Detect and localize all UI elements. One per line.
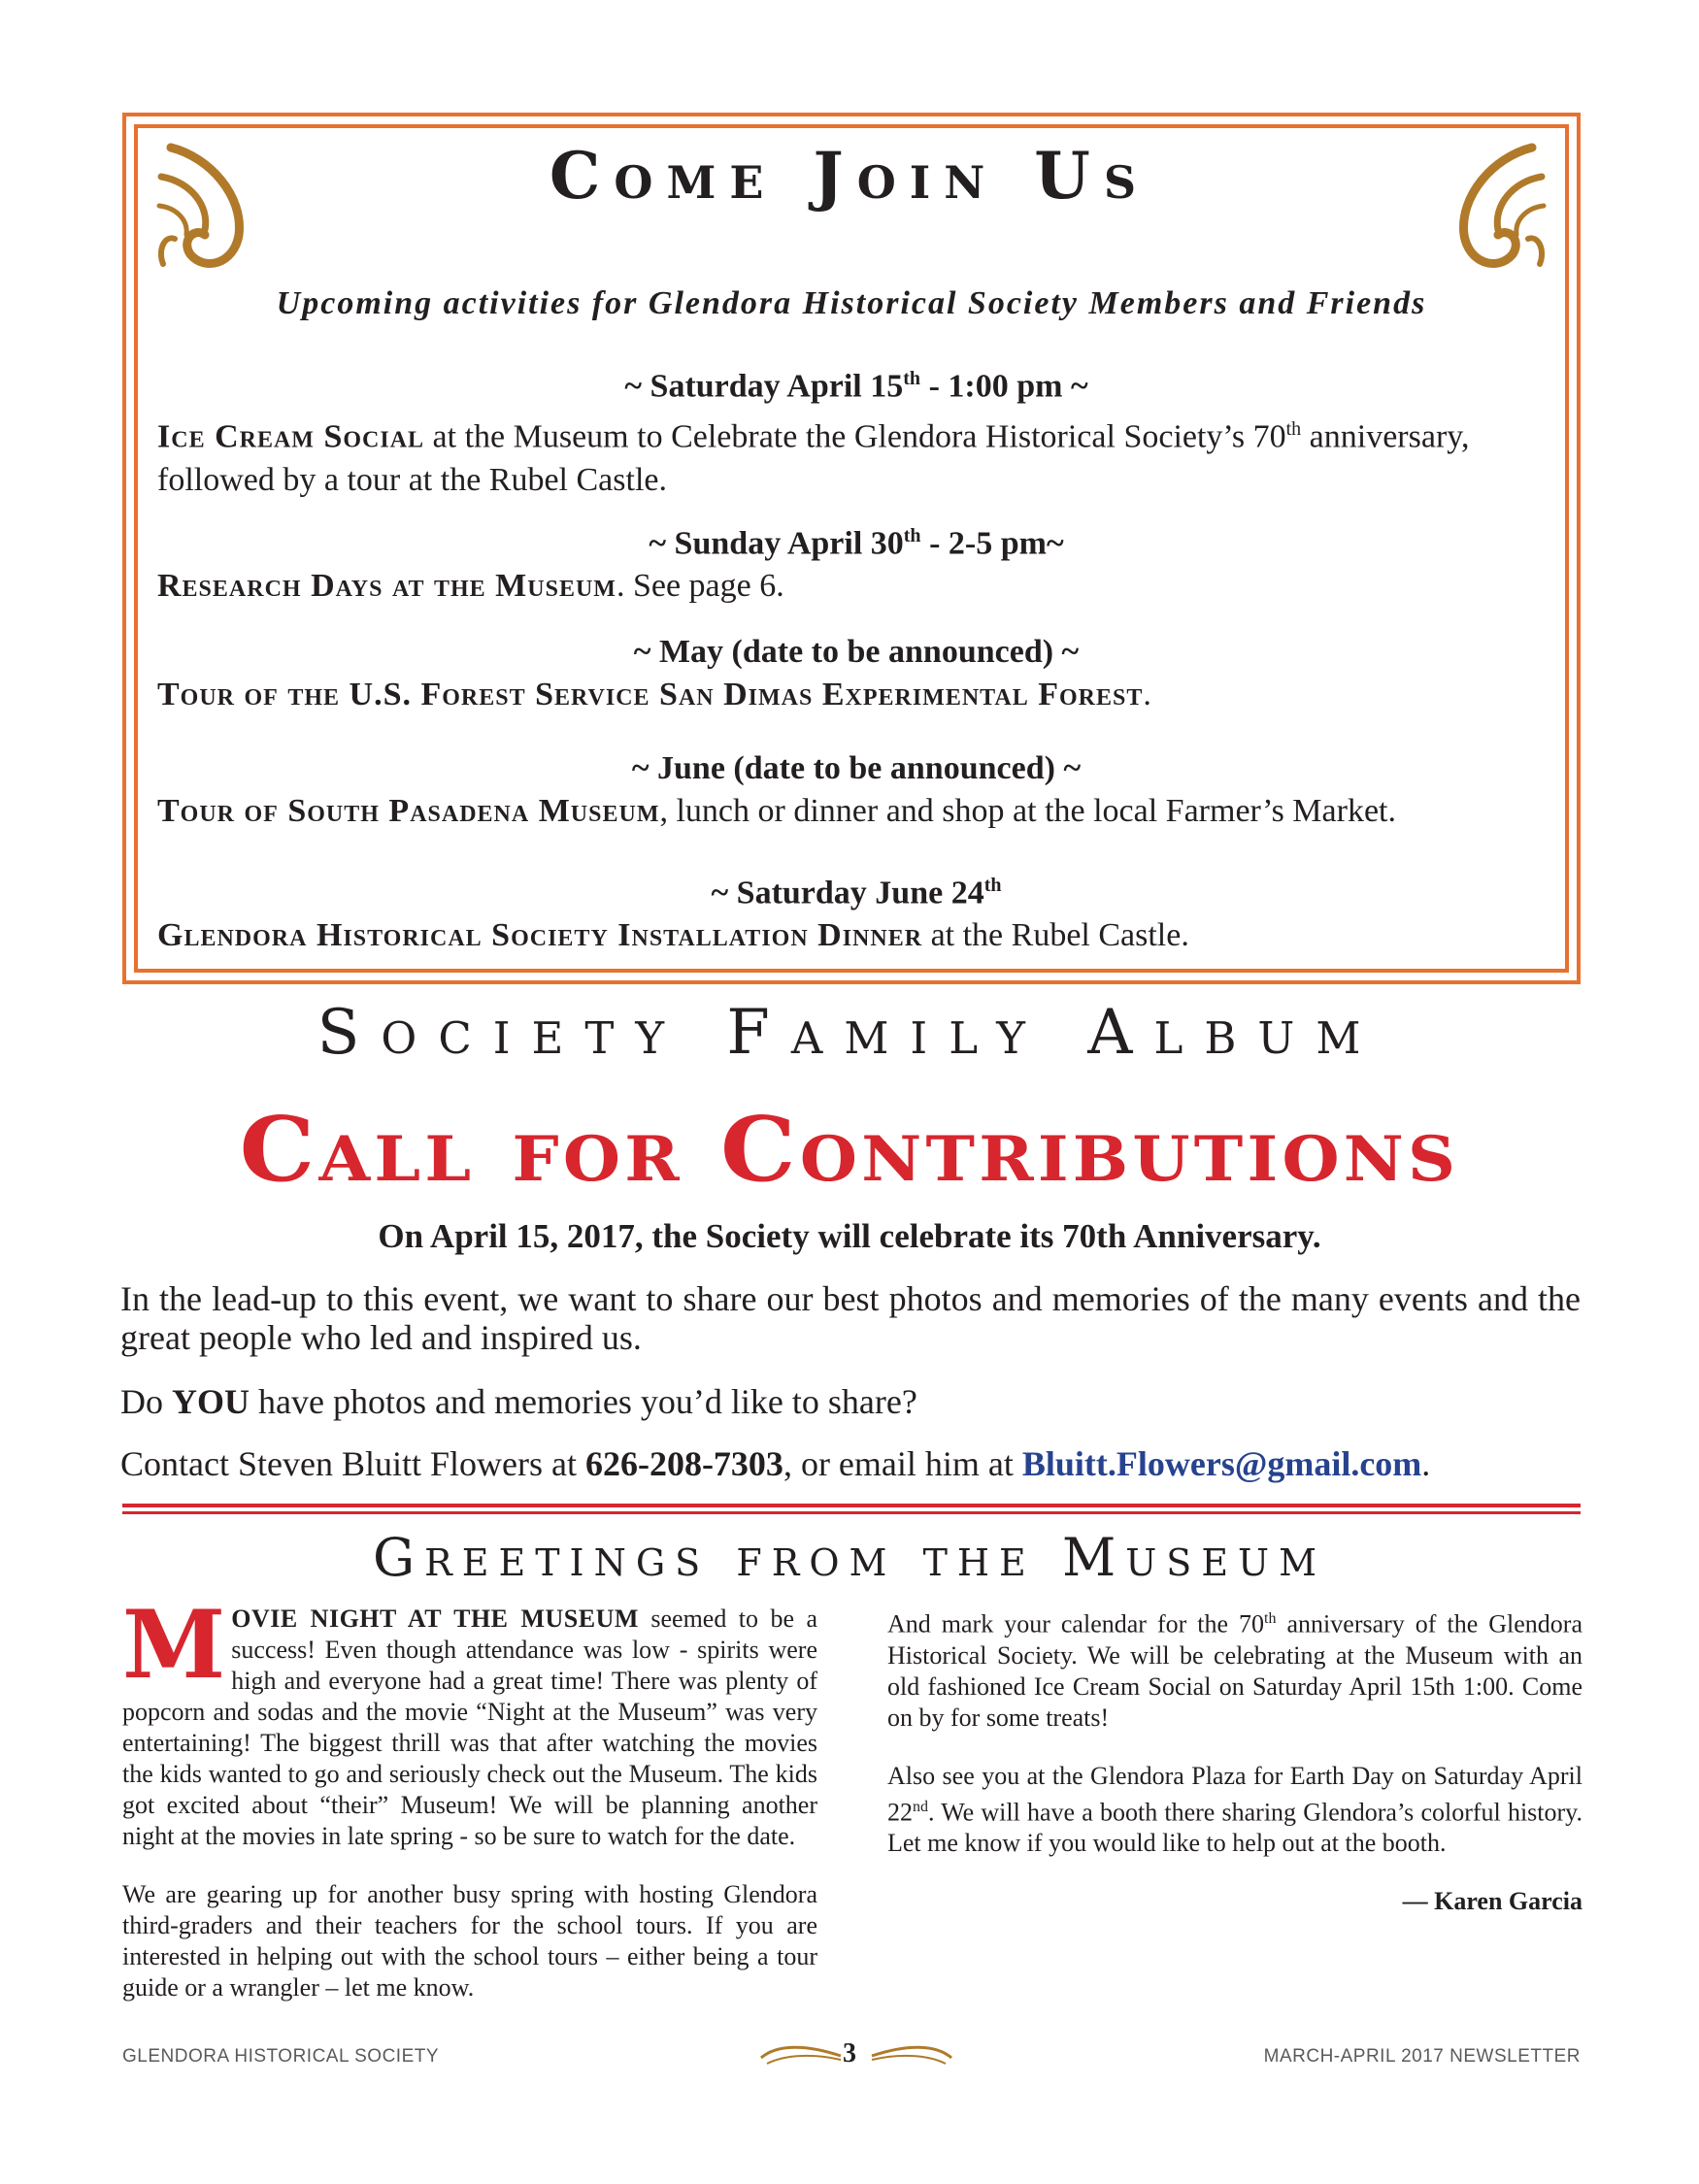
event-name: Research Days at the Museum [157, 568, 616, 605]
greetings-paragraph: Also see you at the Glendora Plaza for Earth Day on Saturday April 22nd. We will have a booth there sharing Glendora’s colorful history. Let me know if you would like to help out at the booth. [887, 1761, 1582, 1858]
event-date: ~ May (date to be announced) ~ [633, 634, 1080, 670]
event-description: Ice Cream Social at the Museum to Celebrate the Glendora Historical Society’s 70th anniversary, followed by a tour at the Rubel Castle. [157, 418, 1470, 498]
contact-email-link[interactable]: Bluitt.Flowers@gmail.com [1021, 1444, 1422, 1483]
family-album-question: Do YOU have photos and memories you’d like to share? [120, 1382, 917, 1421]
divider-rule [122, 1511, 1581, 1514]
event-date: ~ Saturday June 24th [711, 875, 1002, 911]
event-date: ~ June (date to be announced) ~ [631, 750, 1082, 786]
event-date: ~ Sunday April 30th - 2-5 pm~ [649, 525, 1064, 562]
footer-society-name: GLENDORA HISTORICAL SOCIETY [122, 2046, 440, 2067]
call-for-contributions-title: Call for Contributions [239, 1097, 1460, 1202]
greetings-paragraph: We are gearing up for another busy spring with hosting Glendora third-graders and their teachers for the school tours. If you are interested in helping out with the school tours – either being a tour guide or a wrangler – let me know. [122, 1880, 817, 2002]
event-item [157, 631, 1555, 716]
come-join-us-subtitle: Upcoming activities for Glendora Historical Society Members and Friends [276, 285, 1427, 321]
footer-issue-date: MARCH-APRIL 2017 NEWSLETTER [1263, 2046, 1581, 2067]
event-description: Tour of South Pasadena Museum, lunch or dinner and shop at the local Farmer’s Market. [157, 793, 1396, 829]
lead-in: OVIE NIGHT AT THE MUSEUM [231, 1605, 639, 1633]
event-date: ~ Saturday April 15th - 1:00 pm ~ [624, 368, 1088, 405]
signature: — Karen Garcia [1402, 1887, 1582, 1916]
event-name: Glendora Historical Society Installation Dinner [157, 917, 923, 954]
event-description: Tour of the U.S. Forest Service San Dimas Experimental Forest. [157, 677, 1151, 712]
greetings-column-right [887, 1604, 1582, 1944]
event-name: Ice Cream Social [157, 418, 425, 455]
event-item [157, 747, 1555, 833]
come-join-us-title: Come Join Us [549, 138, 1150, 214]
divider-rule [122, 1504, 1581, 1507]
contact-phone: 626-208-7303 [584, 1444, 783, 1483]
family-album-title: Society Family Album [316, 997, 1383, 1069]
event-description: Glendora Historical Society Installation Dinner at the Rubel Castle. [157, 917, 1189, 954]
event-description: Research Days at the Museum. See page 6. [157, 568, 784, 605]
greetings-paragraph: And mark your calendar for the 70th anniversary of the Glendora Historical Society. We will be celebrating at the Museum with an old fashioned Ice Cream Social on Saturday April 15th 1:00. Come on by for some treats! [887, 1609, 1582, 1732]
greetings-title: Greetings from the Museum [372, 1527, 1326, 1588]
drop-cap: M [122, 1590, 226, 1700]
event-item [157, 864, 1555, 957]
event-name: Tour of South Pasadena Museum [157, 793, 660, 829]
family-album-paragraph: In the lead-up to this event, we want to share our best photos and memories of the many events and the great people who led and inspired us. [120, 1279, 1581, 1357]
event-item [157, 357, 1555, 502]
right-swash-icon [868, 2040, 955, 2073]
contact-line: Contact Steven Bluitt Flowers at 626-208-7303, or email him at Bluitt.Flowers@gmail.com. [120, 1444, 1431, 1483]
event-name: Tour of the U.S. Forest Service San Dimas Experimental Forest [157, 677, 1144, 712]
left-swash-icon [757, 2040, 845, 2073]
anniversary-announcement: On April 15, 2017, the Society will celebrate its 70th Anniversary. [378, 1217, 1321, 1255]
greetings-column-left [122, 1590, 817, 2031]
page-number: 3 [843, 2038, 856, 2068]
event-item [157, 514, 1555, 608]
greetings-paragraph: MOVIE NIGHT AT THE MUSEUM seemed to be a success! Even though attendance was low - spirits were high and everyone had a great time! There was plenty of popcorn and sodas and the movie “Night at the Museum” was very entertaining! The biggest thrill was that after watching the movies the kids wanted to go and seriously check out the Museum. The kids got excited about “their” Museum! We will be planning another night at the movies in late spring - so be sure to watch for the date. [122, 1590, 817, 1850]
